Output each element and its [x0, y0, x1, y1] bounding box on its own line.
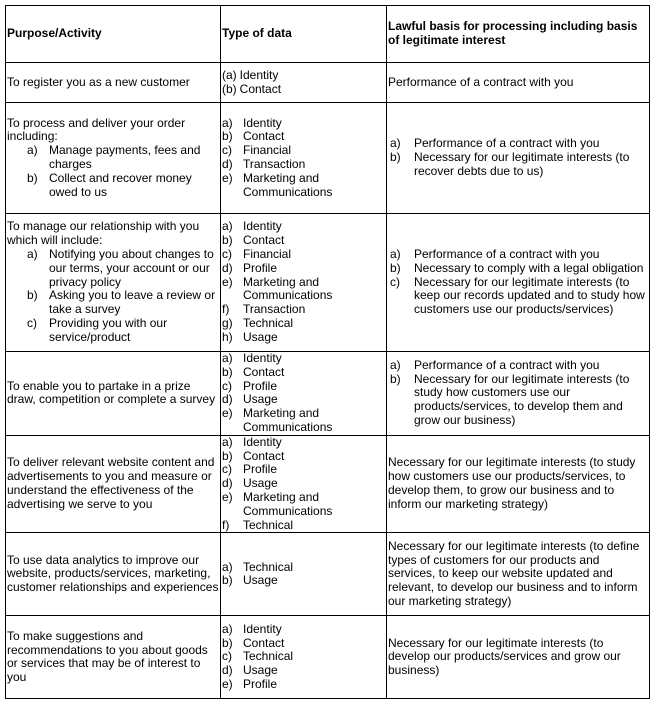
list-text: Identity — [243, 434, 282, 449]
list-text: Usage — [243, 663, 278, 678]
list-item — [222, 352, 385, 366]
list-item — [222, 83, 385, 97]
list-item — [222, 366, 385, 380]
header-type-of-data: Type of data — [221, 6, 387, 63]
list-item — [222, 519, 385, 533]
list-text: Necessary for our legitimate interests (to keep our records updated and to study how customers use our products/services) — [414, 274, 645, 317]
lawful-basis-text: Necessary for our legitimate interests (to develop our products/services and grow our business) — [388, 635, 621, 678]
list-text: Financial — [243, 247, 292, 261]
list-item — [7, 248, 219, 289]
list-marker: c) — [222, 247, 232, 261]
purpose-cell — [6, 63, 221, 103]
lawful-basis-list — [388, 248, 648, 317]
list-marker: b) — [222, 233, 233, 248]
list-marker: h) — [222, 329, 233, 344]
type-of-data-list — [222, 352, 385, 435]
list-marker: d) — [222, 476, 233, 491]
list-text: Profile — [243, 260, 278, 275]
list-item — [222, 380, 385, 394]
list-text: Technical — [243, 517, 294, 532]
list-text: Providing you with our service/product — [49, 315, 168, 344]
list-text: Usage — [243, 476, 278, 491]
list-text: Technical — [243, 559, 294, 574]
list-marker: b) — [222, 573, 233, 588]
list-marker: d) — [222, 392, 233, 407]
list-item — [222, 623, 385, 637]
lawful-basis-cell — [387, 214, 650, 352]
header-lawful-basis: Lawful basis for processing including basis of legitimate interest — [387, 6, 650, 63]
list-text: Identity — [243, 115, 282, 130]
list-marker: e) — [222, 406, 233, 421]
list-marker: a) — [222, 621, 233, 636]
type-of-data-cell — [221, 103, 387, 214]
list-item — [388, 276, 648, 317]
list-item — [388, 151, 648, 179]
list-text: Contact — [243, 364, 285, 379]
list-marker: d) — [222, 260, 233, 275]
list-marker: c) — [27, 315, 37, 330]
list-item — [7, 289, 219, 317]
list-item — [222, 172, 385, 200]
list-marker: a) — [222, 115, 233, 130]
lawful-basis-list — [388, 137, 648, 178]
list-item — [222, 491, 385, 519]
list-item — [7, 144, 219, 172]
list-text: Marketing and Communications — [243, 489, 333, 518]
list-marker: b) — [390, 260, 401, 275]
list-marker: a) — [27, 143, 38, 158]
list-text: Manage payments, fees and charges — [49, 143, 201, 171]
list-text: Usage — [243, 573, 278, 588]
lawful-basis-cell — [387, 616, 650, 699]
type-of-data-list — [222, 436, 385, 533]
list-item — [222, 303, 385, 317]
purpose-text: To make suggestions and recommendations to you about goods or services that may be of interest to you — [7, 628, 208, 685]
list-text: Identity — [239, 67, 279, 82]
list-text: Collect and recover money owed to us — [49, 170, 192, 199]
list-item — [222, 144, 385, 158]
list-marker: a) — [222, 559, 233, 574]
list-marker: a) — [390, 247, 401, 261]
list-marker: b) — [222, 448, 233, 463]
list-marker: a) — [27, 247, 38, 261]
list-item — [222, 678, 385, 692]
lawful-basis-cell — [387, 533, 650, 616]
list-item — [222, 248, 385, 262]
list-item — [222, 436, 385, 450]
list-text: Contact — [243, 129, 285, 144]
purpose-cell — [6, 435, 221, 533]
list-text: Contact — [243, 448, 285, 463]
list-marker: a) — [222, 434, 233, 449]
list-text: Technical — [243, 649, 294, 664]
list-item — [222, 262, 385, 276]
list-text: Necessary for our legitimate interests (to study how customers use our products/services, to develop them and grow our business) — [414, 371, 630, 428]
list-text: Necessary to comply with a legal obligation — [414, 260, 644, 275]
list-item — [222, 331, 385, 345]
list-item — [7, 317, 219, 345]
list-text: Identity — [243, 219, 282, 234]
list-text: Marketing and Communications — [243, 170, 333, 199]
list-item — [222, 130, 385, 144]
lawful-basis-text: Performance of a contract with you — [388, 74, 574, 89]
list-marker: b) — [222, 129, 233, 144]
list-text: Identity — [243, 351, 282, 365]
lawful-basis-cell — [387, 435, 650, 533]
type-of-data-list — [222, 561, 385, 589]
type-of-data-list — [222, 623, 385, 692]
purpose-text: To use data analytics to improve our website, products/services, marketing, customer relationships and experiences — [7, 552, 219, 595]
list-marker: c) — [222, 462, 232, 477]
lawful-basis-cell — [387, 63, 650, 103]
list-marker: f) — [222, 517, 230, 532]
list-marker: b) — [390, 150, 401, 165]
purpose-cell — [6, 352, 221, 436]
list-text: Performance of a contract with you — [414, 357, 600, 372]
list-marker: e) — [222, 274, 233, 289]
purpose-list — [7, 248, 219, 345]
list-text: Identity — [243, 621, 282, 636]
list-text: Notifying you about changes to our terms, your account or our privacy policy — [49, 247, 214, 289]
list-marker: b) — [27, 288, 38, 303]
list-item — [388, 137, 648, 151]
type-of-data-cell — [221, 214, 387, 352]
lawful-basis-table — [5, 5, 650, 699]
list-item — [222, 664, 385, 678]
purpose-text: To process and deliver your order including: — [7, 115, 186, 144]
list-marker: (b) — [222, 81, 237, 96]
list-item — [388, 359, 648, 373]
lawful-basis-cell — [387, 103, 650, 214]
list-item — [7, 172, 219, 200]
list-text: Usage — [243, 329, 278, 344]
list-item — [222, 393, 385, 407]
list-marker: b) — [27, 170, 38, 185]
list-marker: c) — [222, 143, 232, 158]
purpose-cell — [6, 533, 221, 616]
list-marker: b) — [222, 635, 233, 650]
lawful-basis-text: Necessary for our legitimate interests (to define types of customers for our products and services, to keep our website updated and relevant, to develop our business and to inform our marketing strategy) — [388, 538, 640, 609]
list-marker: b) — [222, 364, 233, 379]
list-marker: f) — [222, 302, 230, 317]
header-row — [6, 6, 650, 63]
list-item — [388, 262, 648, 276]
list-item — [222, 234, 385, 248]
list-item — [222, 574, 385, 588]
list-text: Asking you to leave a review or take a survey — [49, 288, 216, 317]
list-item — [222, 69, 385, 83]
list-text: Contact — [243, 233, 285, 248]
type-of-data-list — [222, 220, 385, 344]
list-marker: b) — [390, 371, 401, 386]
list-marker: (a) — [222, 67, 237, 82]
type-of-data-cell — [221, 63, 387, 103]
type-of-data-cell — [221, 533, 387, 616]
list-text: Contact — [243, 635, 285, 650]
purpose-text: To manage our relationship with you which will include: — [7, 219, 200, 248]
table-row — [6, 533, 650, 616]
list-item — [222, 477, 385, 491]
list-marker: c) — [390, 274, 400, 289]
list-item — [222, 220, 385, 234]
list-item — [222, 158, 385, 172]
purpose-list — [7, 144, 219, 199]
lawful-basis-text: Necessary for our legitimate interests (to study how customers use our products/services, to develop them, to grow our business and to inform our marketing strategy) — [388, 455, 636, 511]
list-marker: g) — [222, 315, 233, 330]
list-marker: a) — [390, 136, 401, 151]
list-item — [388, 248, 648, 262]
list-item — [222, 117, 385, 131]
list-text: Transaction — [243, 302, 306, 317]
lawful-basis-cell — [387, 352, 650, 436]
list-text: Performance of a contract with you — [414, 136, 600, 151]
list-marker: c) — [222, 378, 232, 393]
list-marker: e) — [222, 170, 233, 185]
table-row — [6, 352, 650, 436]
list-text: Marketing and Communications — [243, 274, 333, 303]
table-row — [6, 435, 650, 533]
type-of-data-cell — [221, 435, 387, 533]
list-item — [222, 276, 385, 304]
list-text: Profile — [243, 378, 278, 393]
purpose-cell — [6, 616, 221, 699]
list-item — [222, 407, 385, 435]
purpose-cell — [6, 214, 221, 352]
lawful-basis-list — [388, 359, 648, 428]
purpose-text: To enable you to partake in a prize draw, competition or complete a survey — [7, 378, 216, 407]
purpose-cell — [6, 103, 221, 214]
table-row — [6, 214, 650, 352]
list-text: Profile — [243, 677, 278, 692]
list-marker: e) — [222, 489, 233, 504]
type-of-data-list — [222, 117, 385, 200]
list-marker: e) — [222, 677, 233, 692]
list-text: Contact — [239, 81, 282, 96]
list-text: Technical — [243, 315, 294, 330]
type-of-data-cell — [221, 352, 387, 436]
list-marker: a) — [222, 351, 233, 365]
list-text: Necessary for our legitimate interests (to recover debts due to us) — [414, 150, 630, 178]
table-row — [6, 63, 650, 103]
list-item — [222, 317, 385, 331]
type-of-data-cell — [221, 616, 387, 699]
list-text: Profile — [243, 462, 278, 477]
list-text: Financial — [243, 143, 292, 158]
list-text: Marketing and Communications — [243, 406, 333, 434]
list-item — [222, 637, 385, 651]
list-text: Performance of a contract with you — [414, 247, 600, 261]
list-item — [222, 463, 385, 477]
list-item — [222, 450, 385, 464]
list-item — [222, 561, 385, 575]
list-marker: a) — [390, 357, 401, 372]
list-marker: c) — [222, 649, 232, 664]
header-purpose: Purpose/Activity — [6, 6, 221, 63]
list-item — [222, 650, 385, 664]
table-row — [6, 616, 650, 699]
list-marker: a) — [222, 219, 233, 234]
list-text: Transaction — [243, 157, 306, 171]
table-row — [6, 103, 650, 214]
purpose-text: To register you as a new customer — [7, 74, 190, 89]
type-of-data-list — [222, 69, 385, 97]
list-item — [388, 373, 648, 428]
list-marker: d) — [222, 663, 233, 678]
purpose-text: To deliver relevant website content and advertisements to you and measure or understand the effectiveness of the advertising we serve to you — [7, 455, 215, 511]
list-marker: d) — [222, 157, 233, 171]
list-text: Usage — [243, 392, 278, 407]
